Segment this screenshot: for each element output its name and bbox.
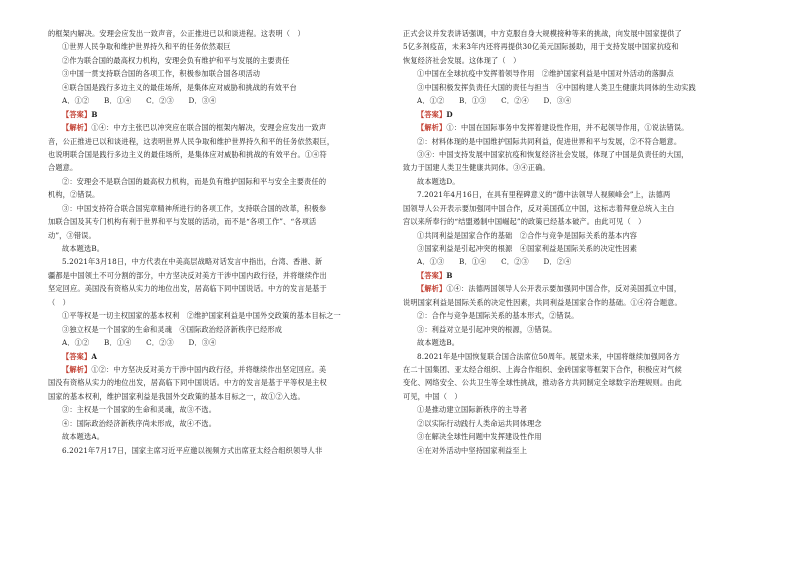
answer-value: B: [446, 270, 453, 280]
text-line: 疆都是中国领土不可分割的部分，中方坚决反对美方干涉中国内政行径，并将继续作出: [48, 270, 327, 280]
text-line: 国领导人公开表示要加强同中国合作，反对美国孤立中国，这标志着拜登总统入主白: [403, 203, 675, 213]
option-line: ①平等权是一切主权国家的基本权利 ②维护国家利益是中国外交政策的基本目标之一: [62, 311, 341, 321]
text-line: 可见，中国（ ）: [403, 391, 462, 401]
answer-line: [403, 108, 748, 121]
option-line: ②以实际行动践行人类命运共同体理念: [417, 418, 542, 428]
analysis-text: ①②：中方坚决反对美方干涉中国内政行径，并将继续作出坚定回应。美: [91, 364, 327, 374]
answer-label: 【答案】: [62, 351, 92, 361]
paragraph-line: ③：中国支持符合联合国宪章精神所进行的各项工作，支持联合国的改革，积极参: [62, 203, 327, 213]
answer-line: [48, 350, 393, 363]
choices-line: A．①② B．①④ C．②③ D．③④: [62, 338, 217, 348]
answer-value: D: [446, 109, 453, 119]
option-line: ①是推动建立国际新秩序的主导者: [417, 405, 528, 415]
text-line: 音，公正推进已以和谈进程，这表明世界人民争取和维护世界持久和平的任务依然艰巨，: [48, 136, 335, 146]
option-line: ④在对外活动中坚持国家利益至上: [417, 445, 528, 455]
text-line: （ ）: [48, 297, 71, 307]
paragraph-line: 8.2021年是中国恢复联合国合法席位50周年。展望未来，中国将继续加强同各方: [417, 351, 680, 361]
paragraph-line: 故本题选B。: [62, 244, 105, 253]
text-line: 也说明联合国是践行多边主义的最佳场所，是集体应对威胁和挑战的有效平台。①④符: [48, 149, 327, 159]
option-line: ①中国在全球抗疫中发挥着领导作用 ②维护国家利益是中国对外活动的落脚点: [417, 69, 674, 79]
choices-line: A．①③ B．①④ C．②③ D．②④: [417, 257, 572, 267]
text-line: 致力于国建人类卫生健康共同体。③④正确。: [403, 163, 550, 173]
paragraph-line: ②：安理会不是联合国的最高权力机构，而是负有维护国际和平与安全主要责任的: [62, 176, 327, 186]
option-line: ②作为联合国的最高权力机构，安理会负有维护和平与发展的主要责任: [62, 55, 290, 65]
text-line: 国没有资格从实力的地位出发，居高临下同中国说话。中方的发言是基于平等权是主权: [48, 378, 327, 388]
option-line: ③独立权是一个国家的生命和灵魂 ④国际政治经济新秩序已经形成: [62, 324, 283, 334]
analysis-line: [403, 121, 748, 134]
text-line: 在二十国集团、亚太经合组织、上海合作组织、金砖国家等框架下合作，积极应对气候: [403, 364, 682, 374]
option-line: ③中国一贯支持联合国的各项工作，积极参加联合国各项活动: [62, 69, 261, 79]
option-line: ①世界人民争取和维护世界持久和平的任务依然艰巨: [62, 42, 231, 52]
choices-line: A．①② B．①③ C．②④ D．③④: [417, 96, 572, 106]
left-column: [48, 27, 393, 457]
paragraph-line: ③：主权是一个国家的生命和灵魂，故③不选。: [62, 405, 217, 415]
answer-value: A: [91, 351, 98, 361]
text-line: 正式会议并发表讲话强调，中方克服自身大规模接种等来的挑战，向发展中国家提供了: [403, 29, 682, 38]
text-line: 变化、网络安全、公共卫生等全球性挑战，推动各方共同制定全球数字治理规则。由此: [403, 378, 682, 388]
answer-label: 【答案】: [417, 270, 447, 280]
paragraph-line: ④：国际政治经济新秩序尚未形成，故④不选。: [62, 418, 217, 428]
text-line: 说明国家利益是国际关系的决定性因素，共同利益是国家合作的基础。①④符合题意。: [403, 297, 682, 307]
paragraph-line: 故本题选A。: [62, 432, 105, 442]
text-line: 的框架内解决。安理会应发出一致声音，公正推进已以和谈进程。这表明（ ）: [48, 29, 305, 38]
text-line: 坚定回应。美国没有资格从实力的地位出发，居高临下同中国说话。中方的发言是基于: [48, 284, 327, 294]
option-line: ③国家利益是引起冲突的根源 ④国家利益是国际关系的决定性因素: [417, 244, 638, 253]
answer-line: [48, 108, 393, 121]
analysis-line: [48, 121, 393, 134]
answer-value: B: [91, 109, 98, 119]
paragraph-line: ②：材料体现的是中国维护国际共同利益，促进世界和平与发展，②不符合题意。: [417, 136, 682, 146]
paragraph-line: 故本题选D。: [417, 176, 460, 186]
analysis-text: ①④：中方主张巴以冲突应在联合国的框架内解决，安理会应发出一致声: [91, 123, 327, 133]
analysis-label: 【解析】: [62, 123, 92, 133]
paragraph-line: ③：利益对立是引起冲突的根源，③错误。: [417, 324, 557, 334]
text-line: 动”，③错误。: [48, 230, 96, 240]
answer-line: [403, 269, 748, 282]
option-line: ①共同利益是国家合作的基础 ②合作与竞争是国际关系的基本内容: [417, 230, 638, 240]
answer-label: 【答案】: [417, 109, 447, 119]
text-line: 机构，②错误。: [48, 190, 100, 200]
paragraph-line: ③④：中国支持发展中国家抗疫和恢复经济社会发展，体现了中国是负责任的大国，: [417, 149, 689, 159]
right-column: [403, 27, 748, 457]
analysis-label: 【解析】: [62, 364, 92, 374]
text-line: 宫以来所奉行的“结盟遏制中国崛起”的政策已经基本破产。由此可见（ ）: [403, 217, 646, 227]
option-line: ④联合国是践行多边主义的最佳场所，是集体应对威胁和挑战的有效平台: [62, 82, 297, 92]
analysis-line: [403, 282, 748, 295]
paragraph-line: 6.2021年7月17日，国家主席习近平应邀以视频方式出席亚太经合组织领导人非: [62, 445, 323, 455]
paragraph-line: ②：合作与竞争是国际关系的基本形式，②错误。: [417, 311, 579, 321]
analysis-label: 【解析】: [417, 123, 447, 133]
paragraph-line: 7.2021年4月16日，在具有里程碑意义的“德中法领导人视频峰会”上，法德两: [417, 190, 671, 200]
choices-line: A．①② B．①④ C．②③ D．③④: [62, 96, 217, 106]
text-line: 加联合国及其专门机构有利于世界和平与发展的活动，而不是“各项工作”、“各项活: [48, 217, 317, 227]
analysis-text: ①④：法德两国领导人公开表示要加强同中国合作，反对美国孤立中国，: [446, 284, 682, 294]
option-line: ③中国积极发挥负责任大国的责任与担当 ④中国构建人类卫生健康共同体的生动实践: [417, 82, 696, 92]
paragraph-line: 5.2021年3月18日，中方代表在中美高层战略对话发言中指出，台湾、香港、新: [62, 257, 323, 267]
text-line: 5亿多剂疫苗，未来3年内还将再提供30亿美元国际援助，用于支持发展中国家抗疫和: [403, 42, 679, 52]
text-line: 合题意。: [48, 163, 78, 173]
answer-label: 【答案】: [62, 109, 92, 119]
text-line: 恢复经济社会发展。这体现了（ ）: [403, 55, 521, 65]
text-line: 国家的基本权利，维护国家利益是我国外交政策的基本目标之一，故①②入选。: [48, 391, 305, 401]
analysis-text: ①：中国在国际事务中发挥着建设性作用，并不起领导作用，①说法错误。: [446, 123, 689, 133]
analysis-line: [48, 363, 393, 376]
option-line: ③在解决全球性问题中发挥建设性作用: [417, 432, 542, 442]
analysis-label: 【解析】: [417, 284, 447, 294]
paragraph-line: 故本题选B。: [417, 338, 460, 348]
